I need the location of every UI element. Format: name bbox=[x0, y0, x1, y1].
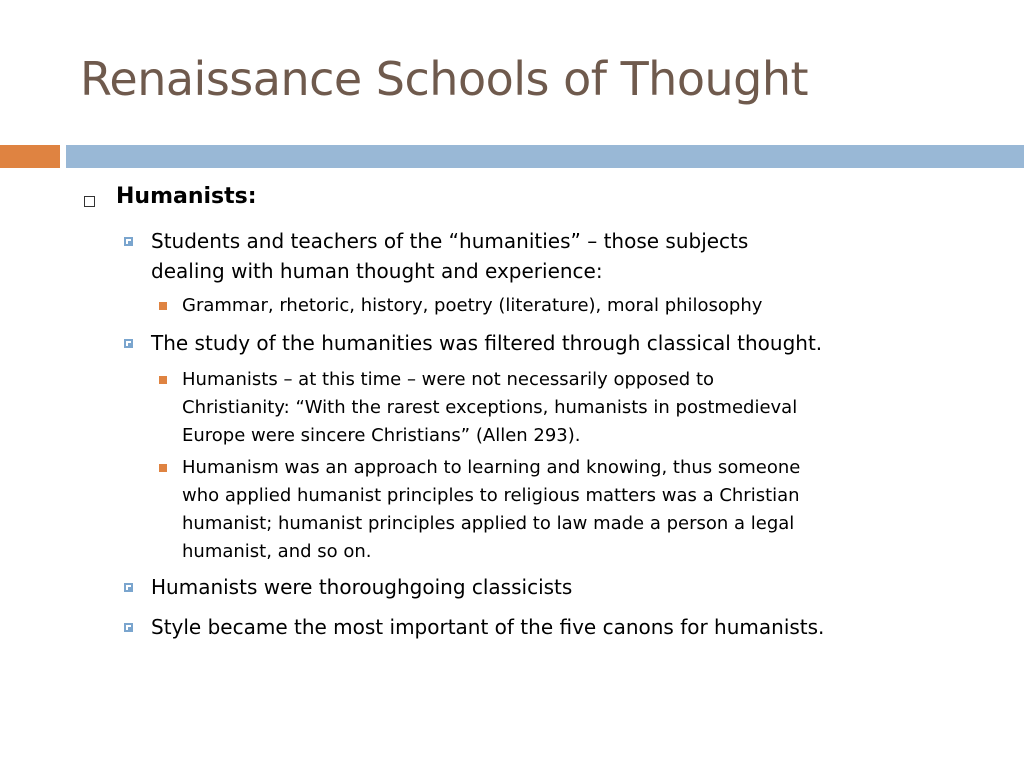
bullet-line: humanist; humanist principles applied to law made a person a legal bbox=[182, 513, 795, 534]
bullet-level2 bbox=[151, 612, 824, 642]
bullet-line: Christianity: “With the rarest exceptions, humanists in postmedieval bbox=[182, 397, 798, 418]
bullet-line: Grammar, rhetoric, history, poetry (literature), moral philosophy bbox=[182, 295, 763, 316]
title-underline-bar bbox=[66, 145, 1024, 168]
bullet-level1 bbox=[116, 184, 257, 209]
bullet-line: Humanists were thoroughgoing classicists bbox=[151, 575, 573, 599]
bullet-line: Humanists – at this time – were not necessarily opposed to bbox=[182, 369, 715, 390]
accent-bar bbox=[0, 145, 60, 168]
filled-square-bullet-icon bbox=[159, 302, 167, 310]
filled-square-bullet-icon bbox=[159, 464, 167, 472]
square-bullet-icon bbox=[124, 237, 133, 246]
bullet-level2 bbox=[151, 328, 822, 358]
bullet-level2 bbox=[151, 226, 748, 286]
slide-title: Renaissance Schools of Thought bbox=[80, 52, 809, 106]
bullet-line: dealing with human thought and experience: bbox=[151, 259, 603, 283]
bullet-line: The study of the humanities was filtered through classical thought. bbox=[151, 331, 823, 355]
filled-square-bullet-icon bbox=[159, 376, 167, 384]
bullet-level3 bbox=[182, 454, 800, 566]
bullet-line: Europe were sincere Christians” (Allen 293). bbox=[182, 425, 581, 446]
square-bullet-icon bbox=[124, 339, 133, 348]
bullet-level3 bbox=[182, 366, 797, 450]
bullet-line: Students and teachers of the “humanities” – those subjects bbox=[151, 229, 749, 253]
square-bullet-icon bbox=[124, 623, 133, 632]
bullet-level2 bbox=[151, 572, 572, 602]
bullet-line: Humanism was an approach to learning and knowing, thus someone bbox=[182, 457, 801, 478]
bullet-level3 bbox=[182, 292, 762, 320]
hollow-square-bullet-icon bbox=[84, 196, 95, 207]
bullet-line: Style became the most important of the five canons for humanists. bbox=[151, 615, 825, 639]
bullet-line: humanist, and so on. bbox=[182, 541, 372, 562]
square-bullet-icon bbox=[124, 583, 133, 592]
bullet-line: who applied humanist principles to religious matters was a Christian bbox=[182, 485, 800, 506]
bullet-text: Humanists: bbox=[116, 184, 257, 209]
